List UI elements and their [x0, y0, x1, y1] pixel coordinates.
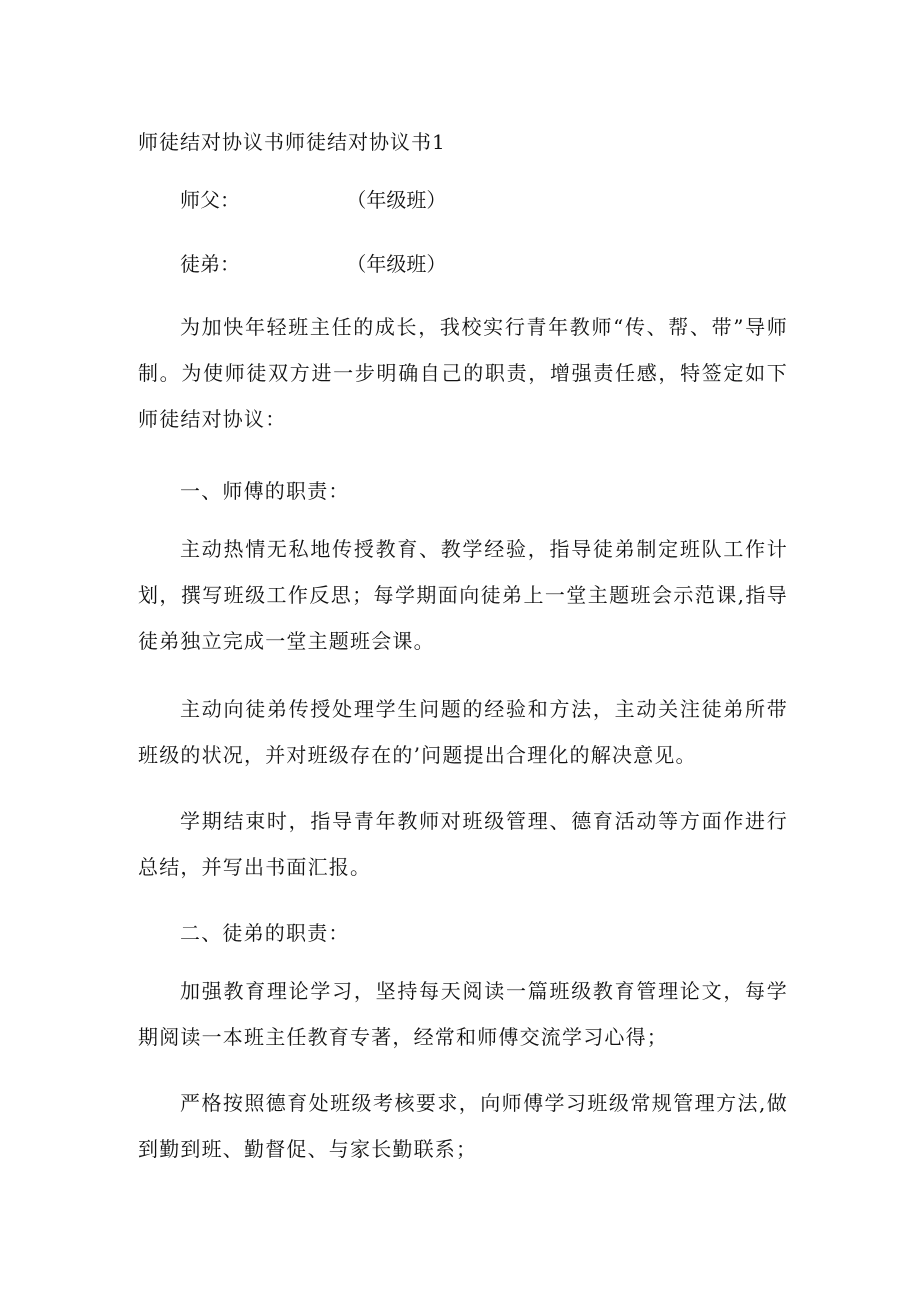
intro-paragraph: 为加快年轻班主任的成长，我校实行青年教师“传、帮、带”导师制。为使师徒双方进一步明确自己的职责，增强责任感，特签定如下师徒结对协议：: [138, 315, 788, 431]
section2-paragraph-2: 严格按照德育处班级考核要求，向师傅学习班级常规管理方法,做到勤到班、勤督促、与家长勤联系；: [138, 1091, 788, 1161]
master-value: （年级班）: [346, 188, 447, 212]
section1-paragraph-1: 主动热情无私地传授教育、教学经验，指导徒弟制定班队工作计划，撰写班级工作反思；每学期面向徒弟上一堂主题班会示范课,指导徒弟独立完成一堂主题班会课。: [138, 537, 788, 653]
document-title: 师徒结对协议书师徒结对协议书1: [138, 130, 446, 154]
section2-heading: 二、徒弟的职责：: [180, 921, 350, 945]
master-label: 师父：: [180, 188, 240, 212]
section1-heading: 一、师傅的职责：: [180, 479, 350, 503]
section1-paragraph-2: 主动向徒弟传授处理学生问题的经验和方法，主动关注徒弟所带班级的状况，并对班级存在的’问题提出合理化的解决意见。: [138, 697, 788, 767]
apprentice-label: 徒弟：: [180, 252, 240, 276]
master-field: [180, 184, 446, 213]
apprentice-field: [180, 248, 446, 277]
section2-paragraph-1: 加强教育理论学习，坚持每天阅读一篇班级教育管理论文，每学期阅读一本班主任教育专著，经常和师傅交流学习心得；: [138, 979, 788, 1049]
section1-paragraph-3: 学期结束时，指导青年教师对班级管理、德育活动等方面作进行总结，并写出书面汇报。: [138, 809, 788, 879]
apprentice-value: （年级班）: [346, 252, 447, 276]
